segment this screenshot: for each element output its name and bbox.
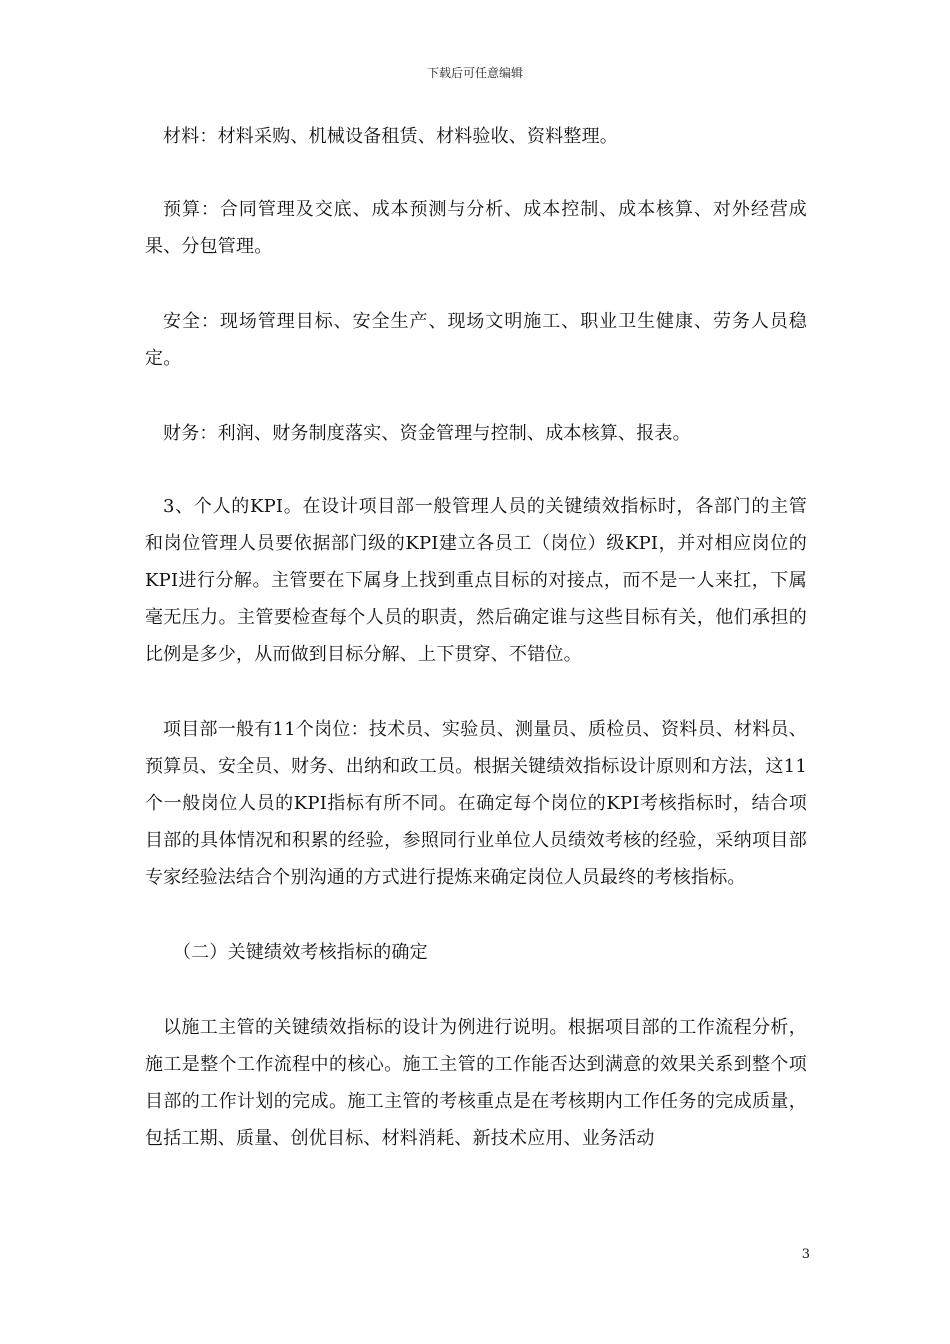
paragraph-construction-supervisor: 以施工主管的关键绩效指标的设计为例进行说明。根据项目部的工作流程分析，施工是整个工作流程中的核心。施工主管的工作能否达到满意的效果关系到整个项目部的工作计划的完成。施工主管的考核重点是在考核期内工作任务的完成质量，包括工期、质量、创优目标、材料消耗、新技术应用、业务活动 — [145, 1017, 807, 1149]
document-body — [145, 118, 807, 1195]
paragraph-finance: 财务：利润、财务制度落实、资金管理与控制、成本核算、报表。 — [163, 423, 691, 444]
paragraph-budget: 预算：合同管理及交底、成本预测与分析、成本控制、成本核算、对外经营成果、分包管理。 — [145, 199, 807, 257]
paragraph-materials: 材料：材料采购、机械设备租赁、材料验收、资料整理。 — [163, 126, 618, 147]
page-header: 下载后可任意编辑 — [426, 66, 523, 80]
page-number: 3 — [801, 1247, 810, 1262]
section-heading: （二）关键绩效考核指标的确定 — [173, 942, 428, 963]
paragraph-safety: 安全：现场管理目标、安全生产、现场文明施工、职业卫生健康、劳务人员稳定。 — [145, 311, 807, 369]
paragraph-positions: 项目部一般有11个岗位：技术员、实验员、测量员、质检员、资料员、材料员、预算员、安全员、财务、出纳和政工员。根据关键绩效指标设计原则和方法，这11个一般岗位人员的KPI指标有所不同。在确定每个岗位的KPI考核指标时，结合项目部的具体情况和积累的经验，参照同行业单位人员绩效考核的经验，采纳项目部专家经验法结合个别沟通的方式进行提炼来确定岗位人员最终的考核指标。 — [145, 719, 807, 888]
paragraph-personal-kpi: 3、个人的KPI。在设计项目部一般管理人员的关键绩效指标时，各部门的主管和岗位管理人员要依据部门级的KPI建立各员工（岗位）级KPI，并对相应岗位的KPI进行分解。主管要在下属身上找到重点目标的对接点，而不是一人来扛，下属毫无压力。主管要检查每个人员的职责，然后确定谁与这些目标有关，他们承担的比例是多少，从而做到目标分解、上下贯穿、不错位。 — [145, 496, 807, 665]
